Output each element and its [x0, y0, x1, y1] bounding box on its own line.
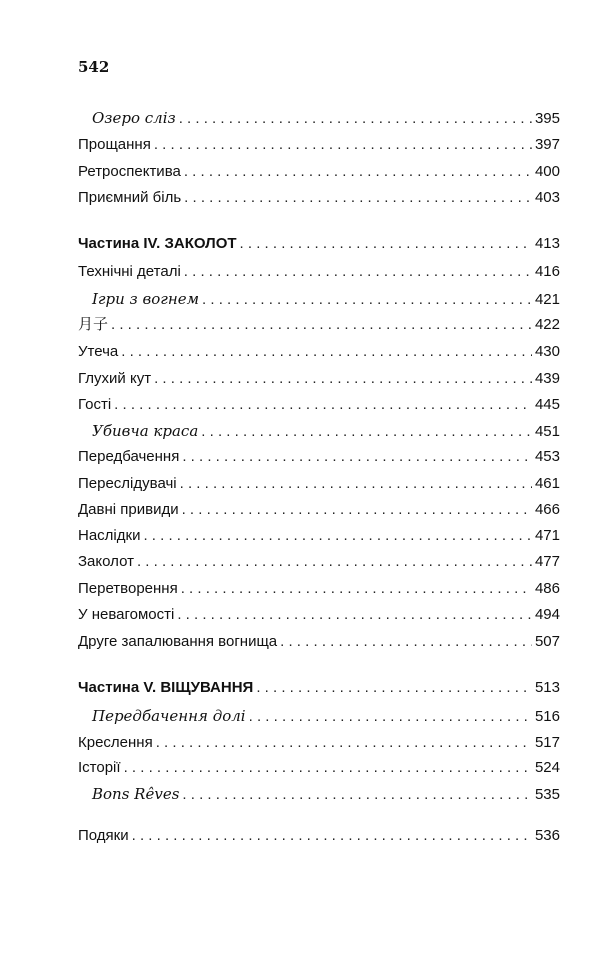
dot-leader: [201, 422, 532, 442]
toc-entry-page: 524: [534, 759, 560, 776]
toc-entry-title: Bons Rêves: [92, 785, 180, 803]
dot-leader: [137, 552, 532, 572]
dot-leader: [181, 579, 532, 599]
page-number: 542: [78, 58, 110, 76]
toc-entry-title: Глухий кут: [78, 370, 152, 387]
toc-entry: [78, 526, 560, 546]
toc-entry: [78, 826, 560, 846]
dot-leader: [143, 526, 532, 546]
toc-entry-page: 413: [534, 235, 560, 252]
toc-entry: [78, 758, 560, 778]
dot-leader: [132, 826, 532, 846]
toc-entry-title: Частина V. ВІЩУВАННЯ: [78, 679, 254, 696]
toc-entry: [78, 262, 560, 282]
dot-leader: [240, 234, 532, 254]
toc-entry-page: 517: [534, 734, 560, 751]
toc-entry: [92, 784, 560, 804]
dot-leader: [177, 605, 532, 625]
dot-leader: [180, 474, 532, 494]
toc-entry-title: Передбачення: [78, 448, 180, 465]
toc-entry-page: 507: [534, 633, 560, 650]
toc-entry-page: 403: [534, 189, 560, 206]
toc-entry-page: 466: [534, 501, 560, 518]
toc-entry-title: Заколот: [78, 553, 134, 570]
dot-leader: [154, 369, 532, 389]
dot-leader: [202, 290, 532, 310]
toc-entry-page: 395: [534, 110, 560, 127]
toc-entry-page: 397: [534, 136, 560, 153]
toc-entry-page: 453: [534, 448, 560, 465]
toc-entry: [78, 474, 560, 494]
toc-entry-page: 494: [534, 606, 560, 623]
toc-entry-page: 477: [534, 553, 560, 570]
toc-entry-page: 421: [534, 291, 560, 308]
toc-entry: [78, 342, 560, 362]
toc-entry: [78, 369, 560, 389]
toc-entry-page: 486: [534, 580, 560, 597]
dot-leader: [156, 733, 532, 753]
dot-leader: [124, 758, 532, 778]
toc-entry-title: Креслення: [78, 734, 153, 751]
toc-entry: [78, 135, 560, 155]
toc-entry: [78, 315, 560, 335]
toc-entry-title: Озеро сліз: [92, 109, 176, 127]
toc-entry: [92, 706, 560, 726]
dot-leader: [111, 315, 532, 335]
dot-leader: [184, 262, 532, 282]
toc-entry-title: 月子: [78, 316, 109, 333]
toc-entry: [78, 579, 560, 599]
toc-entry-title: Переслідувачі: [78, 475, 177, 492]
toc-entry-title: Історії: [78, 759, 121, 776]
toc-entry-page: 422: [534, 316, 560, 333]
toc-entry-page: 400: [534, 163, 560, 180]
toc-entry-title: У невагомості: [78, 606, 175, 623]
dot-leader: [256, 678, 532, 698]
toc-entry-title: Друге запалювання вогнища: [78, 633, 278, 650]
toc-entry-title: Подяки: [78, 827, 129, 844]
toc-entry: [78, 447, 560, 467]
toc-entry-page: 445: [534, 396, 560, 413]
toc-entry-title: Прощання: [78, 136, 151, 153]
toc-entry: [92, 108, 560, 128]
toc-entry-title: Приємний біль: [78, 189, 182, 206]
toc-entry-title: Передбачення долі: [92, 707, 246, 725]
toc-part-heading: [78, 234, 560, 254]
dot-leader: [154, 135, 532, 155]
dot-leader: [182, 447, 532, 467]
toc-entry-title: Гості: [78, 396, 112, 413]
toc-entry-page: 471: [534, 527, 560, 544]
toc-entry: [92, 421, 560, 441]
toc-entry-title: Ретроспектива: [78, 163, 181, 180]
dot-leader: [182, 785, 532, 805]
toc-entry-title: Убивча краса: [92, 422, 199, 440]
toc-entry-page: 439: [534, 370, 560, 387]
toc-entry-page: 516: [534, 708, 560, 725]
toc-entry-title: Перетворення: [78, 580, 178, 597]
toc-entry-title: Технічні деталі: [78, 263, 181, 280]
toc-entry-title: Ігри з вогнем: [92, 290, 200, 308]
toc-entry: [78, 500, 560, 520]
toc-entry-page: 416: [534, 263, 560, 280]
dot-leader: [280, 632, 532, 652]
toc-entry: [92, 289, 560, 309]
toc-entry: [78, 733, 560, 753]
toc-entry: [78, 395, 560, 415]
toc-entry: [78, 632, 560, 652]
toc-entry-page: 535: [534, 786, 560, 803]
toc-entry-page: 430: [534, 343, 560, 360]
dot-leader: [121, 342, 532, 362]
dot-leader: [179, 109, 532, 129]
toc-entry-title: Частина IV. ЗАКОЛОТ: [78, 235, 237, 252]
toc-entry: [78, 188, 560, 208]
toc-entry-page: 536: [534, 827, 560, 844]
toc-entry-page: 461: [534, 475, 560, 492]
dot-leader: [184, 188, 532, 208]
toc-entry: [78, 162, 560, 182]
dot-leader: [182, 500, 532, 520]
dot-leader: [249, 707, 532, 727]
dot-leader: [184, 162, 532, 182]
toc-entry-title: Утеча: [78, 343, 119, 360]
toc-entry-title: Наслідки: [78, 527, 141, 544]
toc-entry-page: 513: [534, 679, 560, 696]
toc-entry-title: Давні привиди: [78, 501, 179, 518]
toc-entry: [78, 605, 560, 625]
toc-entry: [78, 552, 560, 572]
toc-part-heading: [78, 678, 560, 698]
toc-entry-page: 451: [534, 423, 560, 440]
dot-leader: [114, 395, 532, 415]
